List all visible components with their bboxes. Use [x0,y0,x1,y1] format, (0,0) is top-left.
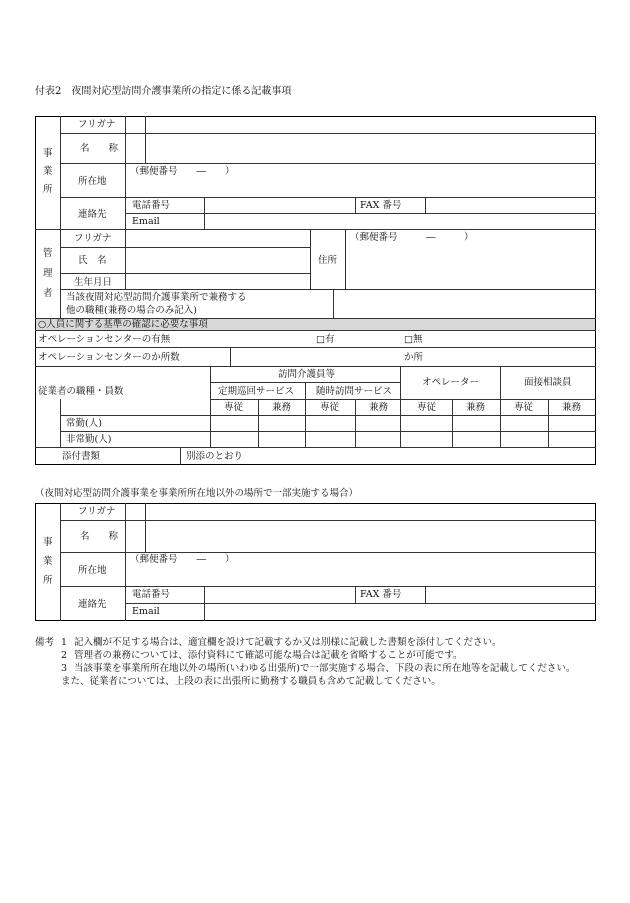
notes-label: 備考 [35,637,55,648]
branch-postal-label: （郵便番号 ― ） [130,554,235,565]
address-label: 所在地 [78,176,107,187]
interviewer-fulltime-header: 専従 [514,402,534,413]
branch-furigana-label: フリガナ [78,506,116,517]
note-3-number: 3 [61,663,68,674]
branch-contact-label: 連絡先 [78,599,107,610]
note-1: 記入欄が不足する場合は、適宜欄を設けて記載するか又は別様に記載した書類を添付してください。 [74,637,502,648]
manager-name-label: 氏 名 [78,255,107,266]
attachments-label: 添付書類 [62,451,101,462]
fulltime-staff-label: 常勤(人) [66,418,102,429]
furigana-label: フリガナ [78,119,116,130]
fax-label: FAX 番号 [360,200,402,211]
manager-section-char-2: 理 [43,268,53,279]
note-3: 当該事業を事業所所在地以外の場所(いわゆる出張所)で一部実施する場合、下段の表に所在地等を記載してください。 [74,663,576,674]
manager-dual-role-label-1: 当該夜間対応型訪問介護事業所で兼務する [66,292,247,303]
regular-fulltime-header: 専従 [224,402,244,413]
visiting-staff-label: 訪問介護員等 [278,369,336,380]
note-2: 管理者の兼務については、添付資料にて確認可能な場合は記載を省略することが可能です。 [74,650,463,661]
oncall-service-label: 随時訪問サービス [316,386,393,397]
branch-section-char-1: 事 [43,537,53,548]
parttime-staff-label: 非常勤(人) [66,434,112,445]
op-center-yes-checkbox[interactable]: □有 [316,334,335,345]
interviewer-label: 面接相談員 [524,377,572,388]
manager-dob-label: 生年月日 [74,277,113,288]
contact-label: 連絡先 [78,209,107,220]
op-center-count-unit: か所 [404,352,424,363]
manager-section-char-1: 管 [43,248,53,259]
manager-dual-role-label-2: 他の職種(兼務の場合のみ記入) [66,305,197,316]
op-center-presence-label: オペレーションセンターの有無 [38,334,171,345]
operator-fulltime-header: 専従 [417,402,437,413]
op-center-no-checkbox[interactable]: □無 [404,334,423,345]
interviewer-concurrent-header: 兼務 [562,402,582,413]
note-1-number: 1 [61,637,68,648]
branch-address-label: 所在地 [78,565,107,576]
manager-postal-label: （郵便番号 ― ） [350,232,474,243]
form-title: 付表2 夜間対応型訪問介護事業所の指定に係る記載事項 [35,86,292,97]
regular-service-label: 定期巡回サービス [218,386,295,397]
note-2-number: 2 [61,650,68,661]
operator-concurrent-header: 兼務 [466,402,486,413]
name-label: 名 称 [80,143,119,154]
note-3-continued: また、従業者については、上段の表に出張所に勤務する職員も含めて記載してください。 [61,676,441,687]
branch-section-char-3: 所 [43,575,53,586]
office-section-char-2: 業 [43,166,53,177]
manager-address-label: 住所 [318,255,338,266]
staffing-header: ○人員に関する基準の確認に必要な事項 [38,319,208,330]
postal-code-label: （郵便番号 ― ） [130,166,235,177]
branch-email-label: Email [132,606,160,617]
oncall-concurrent-header: 兼務 [369,402,389,413]
operator-label: オペレーター [422,377,480,388]
manager-furigana-label: フリガナ [74,233,112,244]
branch-phone-label: 電話番号 [132,589,171,600]
branch-fax-label: FAX 番号 [360,589,402,600]
phone-label: 電話番号 [132,200,171,211]
branch-section-char-2: 業 [43,556,53,567]
attachments-value: 別添のとおり [186,451,244,462]
branch-name-label: 名 称 [80,531,119,542]
oncall-fulltime-header: 専従 [320,402,340,413]
office-info-table [35,116,596,465]
office-section-char-1: 事 [43,148,53,159]
manager-section-char-3: 者 [43,288,53,299]
email-label: Email [132,216,160,227]
staff-types-label: 従業者の職種・員数 [38,386,124,397]
op-center-count-label: オペレーションセンターのか所数 [38,352,180,363]
office-section-char-3: 所 [43,184,53,195]
second-section-title: （夜間対応型訪問介護事業を事業所所在地以外の場所で一部実施する場合） [35,488,359,499]
regular-concurrent-header: 兼務 [272,402,292,413]
